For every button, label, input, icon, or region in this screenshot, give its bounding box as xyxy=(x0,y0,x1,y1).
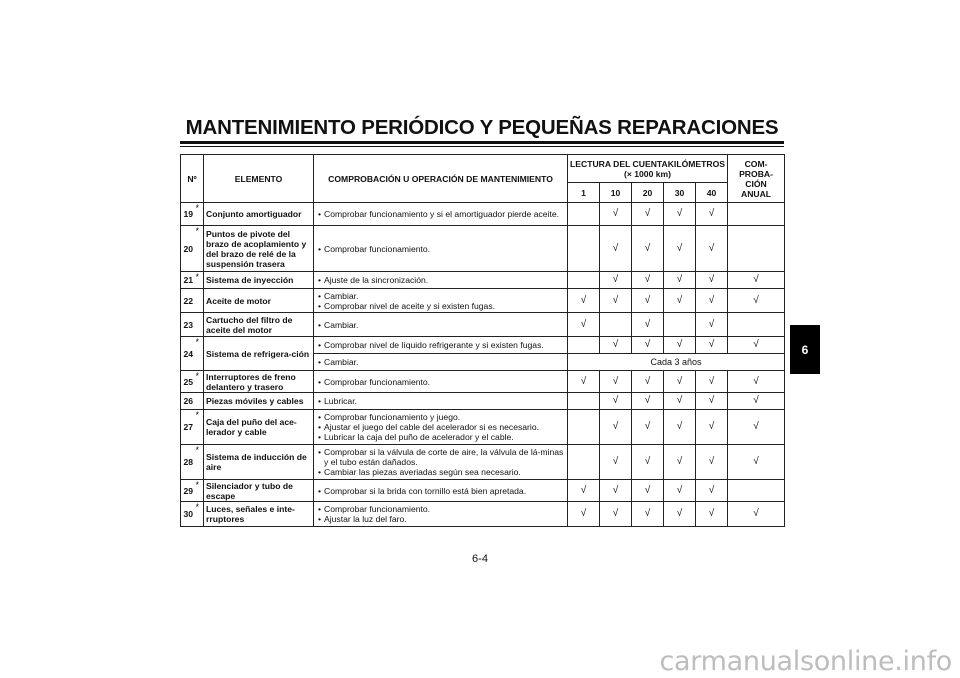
interval-text: Cada 3 años xyxy=(568,354,785,371)
page-number: 6-4 xyxy=(472,553,488,565)
row-number: 23 xyxy=(181,313,196,337)
check-cell: √ xyxy=(632,272,664,289)
header-annual: COM-PROBA-CIÓN ANUAL xyxy=(728,155,785,203)
row-mark xyxy=(196,313,204,337)
operation-line: • Ajustar el juego del cable del acelerador si es necesario. xyxy=(318,422,565,432)
watermark: carmanualsonline.info xyxy=(659,646,952,677)
element-name: Sistema de inyección xyxy=(204,272,314,289)
check-cell: √ xyxy=(664,393,696,410)
table-row xyxy=(181,203,785,226)
check-cell: √ xyxy=(664,480,696,502)
title-rule-thick xyxy=(180,141,784,144)
row-mark: * xyxy=(196,480,204,502)
check-cell xyxy=(728,226,785,272)
header-element: ELEMENTO xyxy=(204,155,314,203)
check-cell: √ xyxy=(664,445,696,480)
element-name: Caja del puño del ace-lerador y cable xyxy=(204,410,314,445)
operation-cell xyxy=(314,272,568,289)
row-mark xyxy=(196,393,204,410)
table-row xyxy=(181,272,785,289)
check-cell: √ xyxy=(632,371,664,393)
check-cell: √ xyxy=(600,502,632,527)
check-cell: √ xyxy=(696,289,728,313)
check-cell: √ xyxy=(600,272,632,289)
table-row xyxy=(181,410,785,445)
table-row xyxy=(181,313,785,337)
check-cell: √ xyxy=(664,371,696,393)
operation-line: • Comprobar funcionamiento y si el amortiguador pierde aceite. xyxy=(318,209,565,219)
operation-line: • Comprobar funcionamiento. xyxy=(318,244,565,254)
element-name: Piezas móviles y cables xyxy=(204,393,314,410)
check-cell: √ xyxy=(696,313,728,337)
check-cell: √ xyxy=(632,203,664,226)
table-row xyxy=(181,337,785,354)
check-cell xyxy=(568,410,600,445)
row-number: 26 xyxy=(181,393,196,410)
operation-line: • Cambiar. xyxy=(318,320,565,330)
check-cell: √ xyxy=(728,289,785,313)
title-rule-thin xyxy=(180,146,784,147)
operation-line: • Lubricar la caja del puño de acelerador y el cable. xyxy=(318,432,565,442)
check-cell: √ xyxy=(728,410,785,445)
operation-cell xyxy=(314,445,568,480)
row-mark xyxy=(196,289,204,313)
check-cell xyxy=(728,313,785,337)
check-cell: √ xyxy=(632,445,664,480)
row-number: 30 xyxy=(181,502,196,527)
check-cell: √ xyxy=(664,226,696,272)
check-cell: √ xyxy=(568,502,600,527)
operation-line: • Ajustar la luz del faro. xyxy=(318,514,565,524)
row-number: 25 xyxy=(181,371,196,393)
check-cell xyxy=(568,226,600,272)
row-mark: * xyxy=(196,502,204,527)
row-mark: * xyxy=(196,445,204,480)
operation-cell xyxy=(314,480,568,502)
row-mark: * xyxy=(196,410,204,445)
check-cell: √ xyxy=(696,445,728,480)
check-cell: √ xyxy=(568,480,600,502)
operation-line: • Cambiar. xyxy=(318,291,565,301)
check-cell: √ xyxy=(696,371,728,393)
element-name: Sistema de refrigera-ción xyxy=(204,337,314,371)
check-cell: √ xyxy=(696,272,728,289)
row-mark: * xyxy=(196,226,204,272)
operation-line: • Cambiar. xyxy=(318,357,565,367)
operation-cell xyxy=(314,313,568,337)
check-cell: √ xyxy=(696,410,728,445)
header-km: 40 xyxy=(696,183,728,203)
row-number: 29 xyxy=(181,480,196,502)
row-mark: * xyxy=(196,272,204,289)
header-odometer xyxy=(568,155,728,183)
operation-line: • Comprobar funcionamiento. xyxy=(318,377,565,387)
check-cell xyxy=(728,480,785,502)
operation-line: • Comprobar si la brida con tornillo está bien apretada. xyxy=(318,486,565,496)
header-operation: COMPROBACIÓN U OPERACIÓN DE MANTENIMIENTO xyxy=(314,155,568,203)
check-cell: √ xyxy=(600,445,632,480)
operation-line: • Comprobar nivel de líquido refrigerante y si existen fugas. xyxy=(318,340,565,350)
row-mark: * xyxy=(196,371,204,393)
check-cell: √ xyxy=(696,226,728,272)
check-cell: √ xyxy=(600,226,632,272)
check-cell xyxy=(568,337,600,354)
row-number: 22 xyxy=(181,289,196,313)
check-cell: √ xyxy=(600,371,632,393)
check-cell xyxy=(568,203,600,226)
check-cell: √ xyxy=(696,502,728,527)
row-number: 19 xyxy=(181,203,196,226)
check-cell: √ xyxy=(632,337,664,354)
table-row xyxy=(181,289,785,313)
check-cell: √ xyxy=(600,203,632,226)
check-cell: √ xyxy=(696,203,728,226)
table-row xyxy=(181,371,785,393)
check-cell: √ xyxy=(568,313,600,337)
element-name: Cartucho del filtro de aceite del motor xyxy=(204,313,314,337)
check-cell: √ xyxy=(664,502,696,527)
check-cell: √ xyxy=(632,313,664,337)
operation-line: • Comprobar funcionamiento. xyxy=(318,504,565,514)
element-name: Aceite de motor xyxy=(204,289,314,313)
header-km: 10 xyxy=(600,183,632,203)
chapter-tab: 6 xyxy=(790,325,820,374)
table-row xyxy=(181,502,785,527)
header-km: 20 xyxy=(632,183,664,203)
element-name: Silenciador y tubo de escape xyxy=(204,480,314,502)
operation-cell xyxy=(314,393,568,410)
check-cell: √ xyxy=(600,410,632,445)
operation-line: • Comprobar si la válvula de corte de aire, la válvula de lá-minas y el tubo están dañados. xyxy=(318,447,565,467)
row-number: 20 xyxy=(181,226,196,272)
operation-line: • Comprobar funcionamiento y juego. xyxy=(318,412,565,422)
row-number: 28 xyxy=(181,445,196,480)
table-row xyxy=(181,445,785,480)
check-cell: √ xyxy=(728,272,785,289)
check-cell xyxy=(568,393,600,410)
check-cell: √ xyxy=(664,410,696,445)
check-cell xyxy=(568,272,600,289)
check-cell: √ xyxy=(664,203,696,226)
check-cell: √ xyxy=(568,371,600,393)
operation-line: • Ajuste de la sincronización. xyxy=(318,275,565,285)
check-cell: √ xyxy=(728,371,785,393)
operation-line: • Cambiar las piezas averiadas según sea necesario. xyxy=(318,467,565,477)
element-name: Luces, señales e inte-rruptores xyxy=(204,502,314,527)
row-number: 24 xyxy=(181,337,196,371)
operation-line: • Lubricar. xyxy=(318,396,565,406)
check-cell xyxy=(600,313,632,337)
table-row xyxy=(181,480,785,502)
header-km: 1 xyxy=(568,183,600,203)
check-cell: √ xyxy=(664,272,696,289)
operation-cell xyxy=(314,203,568,226)
check-cell: √ xyxy=(632,289,664,313)
check-cell: √ xyxy=(696,480,728,502)
header-km: 30 xyxy=(664,183,696,203)
check-cell: √ xyxy=(600,480,632,502)
check-cell: √ xyxy=(600,289,632,313)
header-odometer-label: LECTURA DEL CUENTAKILÓMETROS xyxy=(570,158,726,169)
check-cell: √ xyxy=(632,226,664,272)
check-cell: √ xyxy=(728,393,785,410)
check-cell: √ xyxy=(632,410,664,445)
check-cell xyxy=(568,445,600,480)
row-mark: * xyxy=(196,203,204,226)
operation-cell xyxy=(314,502,568,527)
check-cell: √ xyxy=(728,337,785,354)
check-cell: √ xyxy=(632,480,664,502)
check-cell: √ xyxy=(664,337,696,354)
header-odometer-unit: (× 1000 km) xyxy=(623,168,672,179)
check-cell: √ xyxy=(696,393,728,410)
page-title: MANTENIMIENTO PERIÓDICO Y PEQUEÑAS REPARACIONES xyxy=(185,116,779,139)
operation-cell xyxy=(314,226,568,272)
row-number: 21 xyxy=(181,272,196,289)
row-number: 27 xyxy=(181,410,196,445)
table-row xyxy=(181,226,785,272)
check-cell: √ xyxy=(696,337,728,354)
check-cell: √ xyxy=(632,502,664,527)
check-cell xyxy=(728,203,785,226)
check-cell xyxy=(664,313,696,337)
check-cell: √ xyxy=(600,337,632,354)
element-name: Conjunto amortiguador xyxy=(204,203,314,226)
operation-cell xyxy=(314,371,568,393)
check-cell: √ xyxy=(632,393,664,410)
check-cell: √ xyxy=(568,289,600,313)
maintenance-table xyxy=(180,154,785,527)
operation-line: • Comprobar nivel de aceite y si existen fugas. xyxy=(318,301,565,311)
check-cell: √ xyxy=(728,502,785,527)
element-name: Puntos de pivote del brazo de acoplamiento y del brazo de relé de la suspensión trasera xyxy=(204,226,314,272)
element-name: Sistema de inducción de aire xyxy=(204,445,314,480)
operation-cell xyxy=(314,354,568,371)
row-mark: * xyxy=(196,337,204,371)
operation-cell xyxy=(314,337,568,354)
check-cell: √ xyxy=(600,393,632,410)
operation-cell xyxy=(314,410,568,445)
operation-cell xyxy=(314,289,568,313)
table-row xyxy=(181,393,785,410)
element-name: Interruptores de freno delantero y trasero xyxy=(204,371,314,393)
header-no: Nº xyxy=(181,155,204,203)
check-cell: √ xyxy=(664,289,696,313)
check-cell: √ xyxy=(728,445,785,480)
